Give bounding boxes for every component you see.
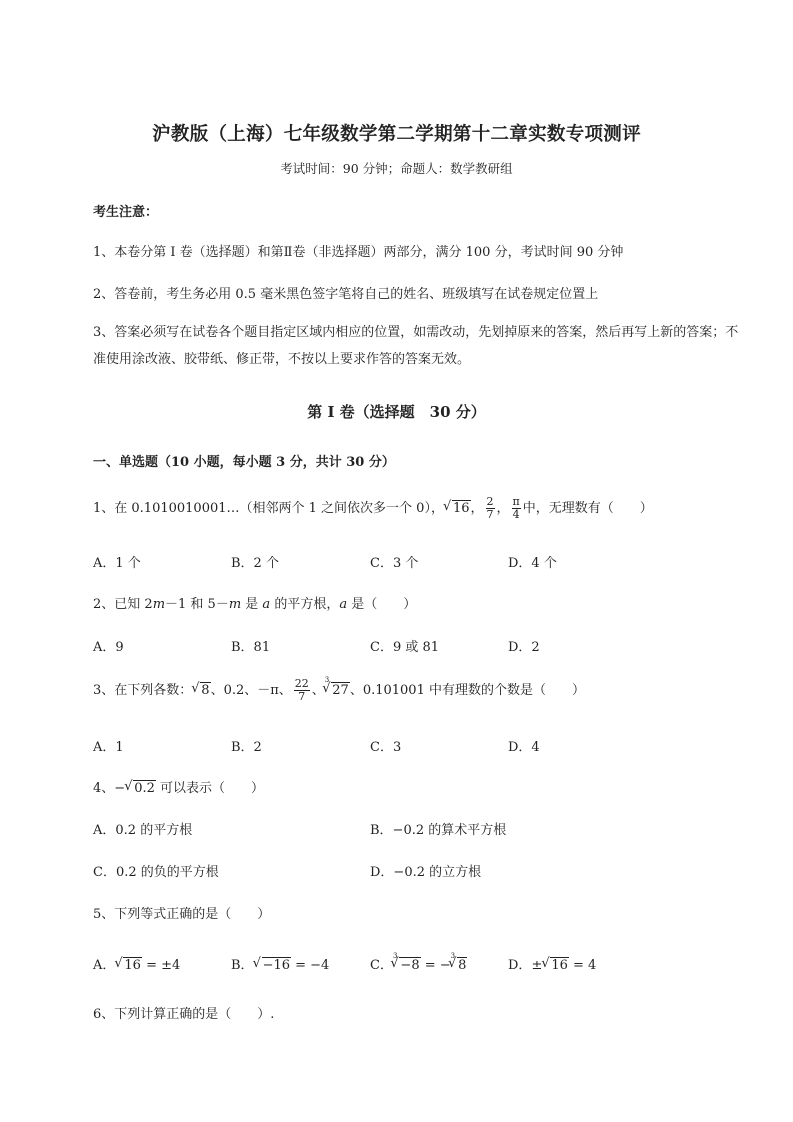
- q2-var-a-1: a: [262, 597, 271, 612]
- question-2-stem: [93, 593, 416, 612]
- q3-cbrt-radicand: 27: [332, 683, 349, 698]
- q5-d-rest: = 4: [568, 958, 597, 973]
- q2-var-a-2: a: [339, 597, 348, 612]
- q2-var-m-1: m: [152, 597, 166, 612]
- q4-option-d: D．−0.2 的立方根: [370, 865, 482, 880]
- note-item-3: 3、答案必须写在试卷各个题目指定区域内相应的位置，如需改动，先划掉原来的答案，然后再写上新的答案；不准使用涂改液、胶带纸、修正带，不按以上要求作答的答案无效。: [93, 325, 739, 367]
- q4-option-c: C．0.2 的负的平方根: [93, 865, 219, 880]
- q4-sqrt: [125, 781, 156, 796]
- q3-prefix: 3、在下列各数：: [93, 683, 193, 698]
- q5-b-sqrt: [254, 958, 291, 973]
- question-6-stem: 6、下列计算正确的是（ ）.: [93, 1007, 275, 1022]
- q5-c-index: 3: [392, 952, 398, 960]
- question-3-stem: [93, 678, 585, 703]
- q3-frac-denominator: 7: [298, 690, 306, 703]
- question-5-stem: 5、下列等式正确的是（ ）: [93, 907, 271, 922]
- q4-option-a: A．0.2 的平方根: [93, 823, 193, 838]
- q5-option-c: [370, 954, 467, 973]
- q2-part-2: －1 和 5－: [165, 597, 229, 612]
- q1-prefix: 1、在 0.1010010001…（相邻两个 1 之间依次多一个 0），: [93, 501, 444, 516]
- q1-option-c: C．3 个: [370, 556, 419, 571]
- q5-option-a: [93, 954, 180, 973]
- q5-d-label: D．: [508, 958, 532, 973]
- q3-cbrt-index: 3: [324, 676, 330, 684]
- q3-cbrt: [323, 683, 350, 698]
- q5-c-radicand: −8: [400, 958, 420, 973]
- q3-sqrt-radicand: 8: [201, 683, 210, 698]
- page-title: 沪教版（上海）七年级数学第二学期第十二章实数专项测评: [152, 124, 641, 145]
- q1-sep2: ，: [496, 501, 510, 516]
- q3-fraction: [294, 678, 310, 703]
- q3-frac-numerator: 22: [294, 677, 309, 690]
- q2-option-c: C．9 或 81: [370, 640, 440, 655]
- q3-suffix: 、0.101001 中有理数的个数是（ ）: [349, 683, 585, 698]
- q1-frac1-numerator: 2: [486, 495, 494, 508]
- q1-frac2-denominator: 4: [512, 508, 520, 521]
- q1-option-d: D．4 个: [508, 556, 557, 571]
- q2-part-4: 的平方根，: [270, 597, 340, 612]
- q5-a-sqrt: [115, 958, 142, 973]
- q4-sqrt-radicand: 0.2: [134, 781, 155, 796]
- q5-c-cbrt-2: [449, 958, 467, 973]
- q3-option-d: D．4: [508, 740, 540, 755]
- question-4-stem: [93, 777, 264, 796]
- q2-part-5: 是（ ）: [347, 597, 417, 612]
- q2-option-d: D．2: [508, 640, 540, 655]
- q1-fraction-1: [486, 496, 495, 521]
- notes-heading: 考生注意：: [93, 205, 159, 220]
- q5-option-b: [231, 954, 329, 973]
- q5-d-radicand: 16: [551, 958, 568, 973]
- part-title: 一、单选题（10 小题，每小题 3 分，共计 30 分）: [93, 455, 395, 470]
- q3-sqrt: [192, 683, 210, 698]
- question-1-stem: [93, 496, 653, 521]
- section-title: 第 I 卷（选择题 30 分）: [307, 403, 486, 421]
- q5-c-index-2: 3: [450, 952, 456, 960]
- exam-info: 考试时间：90 分钟；命题人：数学教研组: [280, 161, 513, 176]
- note-item-1: 1、本卷分第 I 卷（选择题）和第Ⅱ卷（非选择题）两部分，满分 100 分，考试时间 90 分钟: [93, 245, 624, 260]
- q5-c-radicand-2: 8: [458, 958, 467, 973]
- q1-frac1-denominator: 7: [486, 508, 494, 521]
- q2-var-m-2: m: [228, 597, 242, 612]
- q1-option-a: A．1 个: [93, 556, 141, 571]
- q5-c-label: C．: [370, 958, 393, 973]
- q1-option-b: B．2 个: [231, 556, 279, 571]
- q5-b-rest: = −4: [291, 958, 330, 973]
- q1-sqrt: [444, 501, 471, 516]
- q1-sep1: ，: [470, 501, 484, 516]
- q1-frac2-numerator: π: [512, 495, 520, 508]
- q5-b-label: B．: [231, 958, 254, 973]
- q5-b-radicand: −16: [262, 958, 290, 973]
- q3-option-c: C．3: [370, 740, 402, 755]
- q4-option-b: B．−0.2 的算术平方根: [370, 823, 507, 838]
- q5-d-plusminus: ±: [531, 958, 543, 973]
- q1-fraction-2: [512, 496, 521, 521]
- q3-option-a: A．1: [93, 740, 124, 755]
- q3-sep: 、: [311, 683, 325, 698]
- q5-a-label: A．: [93, 958, 116, 973]
- q4-suffix: 可以表示（ ）: [155, 781, 265, 796]
- q1-sqrt-radicand: 16: [452, 501, 470, 516]
- q1-suffix: 中，无理数有（ ）: [522, 501, 653, 516]
- q5-c-mid: = −: [420, 958, 451, 973]
- q5-a-rest: = ±4: [141, 958, 181, 973]
- q5-a-radicand: 16: [124, 958, 141, 973]
- q2-option-a: A．9: [93, 640, 124, 655]
- q5-option-d: [508, 954, 596, 973]
- q2-part-1: 2、已知 2: [93, 597, 153, 612]
- q2-part-3: 是: [241, 597, 263, 612]
- q4-negative-sign: −: [114, 781, 126, 796]
- q5-c-cbrt: [391, 958, 420, 973]
- q4-prefix: 4、: [93, 781, 115, 796]
- q2-option-b: B．81: [231, 640, 271, 655]
- q5-d-sqrt: [542, 958, 569, 973]
- q3-option-b: B．2: [231, 740, 262, 755]
- note-item-2: 2、答卷前，考生务必用 0.5 毫米黑色签字笔将自己的姓名、班级填写在试卷规定位置上: [93, 287, 599, 302]
- q3-mid: 、0.2、－π、: [210, 683, 292, 698]
